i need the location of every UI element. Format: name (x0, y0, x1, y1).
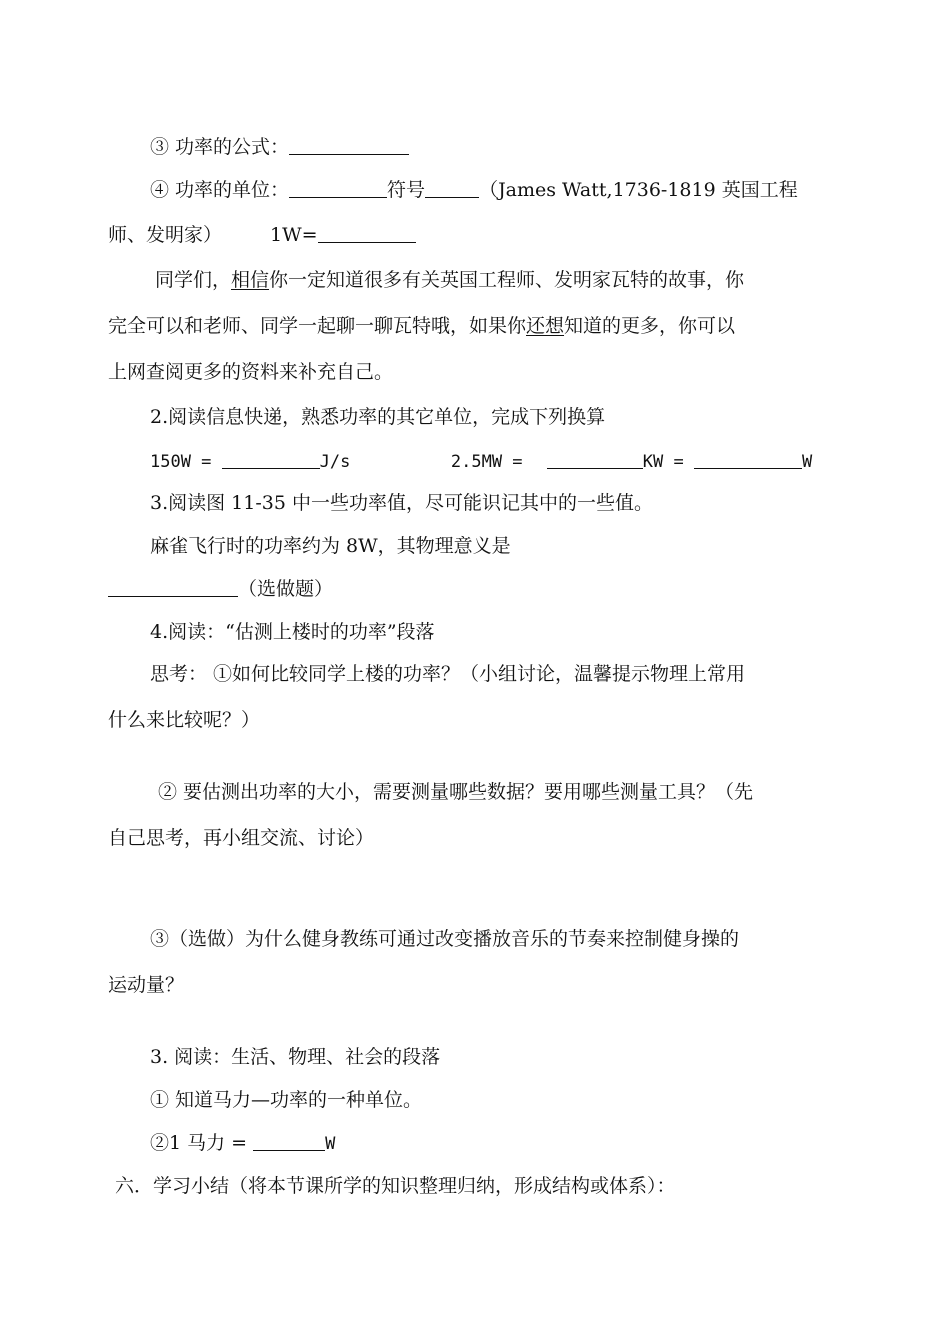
think2-line (158, 779, 753, 805)
sparrow-line (150, 533, 511, 559)
item4-title (150, 619, 435, 645)
conv2-left: 2.5MW = (450, 452, 533, 472)
optional-text: （选做题） (238, 578, 334, 600)
para1-underlined-believe: 相信 (231, 269, 270, 291)
para1-text-a: 同学们， (155, 269, 232, 291)
conv2-blank-w[interactable] (694, 448, 802, 469)
horsepower-text: ① 知道马力—功率的一种单位。 (150, 1089, 423, 1111)
conv2-mid: KW = (642, 452, 694, 472)
item3-title (150, 490, 653, 516)
symbol-label: 符号 (387, 179, 426, 201)
conv1-blank[interactable] (222, 448, 320, 469)
formula-line (150, 134, 409, 160)
para1-text-e: 上网查阅更多的资料来补充自己。 (108, 361, 394, 383)
item5-title-text: 3. 阅读：生活、物理、社会的段落 (150, 1046, 441, 1068)
para1-underlined-want: 还想 (526, 315, 565, 337)
para1-line1 (155, 267, 744, 293)
one-watt-blank[interactable] (318, 222, 416, 243)
conv1-left: 150W = (150, 452, 222, 472)
para1-text-c: 完全可以和老师、同学一起聊一聊瓦特哦，如果你 (108, 315, 527, 337)
think3b-text: 运动量？ (108, 974, 185, 996)
para1-line2 (108, 313, 735, 339)
item4-title-text: 4.阅读：“估测上楼时的功率”段落 (150, 621, 435, 643)
para1-text-b: 你一定知道很多有关英国工程师、发明家瓦特的故事，你 (269, 269, 745, 291)
one-watt-label: 1W= (270, 224, 318, 246)
unit-label: ④ 功率的单位： (150, 179, 290, 201)
horsepower-conv-left: ②1 马力 = (150, 1132, 254, 1154)
unit-line (150, 177, 798, 203)
sparrow-text: 麻雀飞行时的功率约为 8W，其物理意义是 (150, 535, 511, 557)
conv2-blank-kw[interactable] (547, 448, 643, 469)
item2-title (150, 404, 605, 430)
item5-title (150, 1044, 440, 1070)
think1-line (150, 661, 745, 687)
watt-note: （James Watt,1736-1819 英国工程 (479, 179, 798, 201)
think2b-text: 自己思考，再小组交流、讨论） (108, 827, 375, 849)
think3-text: ③（选做）为什么健身教练可通过改变播放音乐的节奏来控制健身操的 (150, 928, 740, 950)
section6-title: 六．学习小结（将本节课所学的知识整理归纳，形成结构或体系）： (115, 1175, 676, 1197)
conv1-unit: J/s (319, 452, 351, 472)
formula-label: ③ 功率的公式： (150, 136, 290, 158)
think2-text: ② 要估测出功率的大小，需要测量哪些数据？要用哪些测量工具？（先 (158, 781, 754, 803)
conversion-line (150, 448, 812, 475)
think2b-line (108, 825, 374, 851)
horsepower-line (150, 1087, 422, 1113)
formula-blank[interactable] (289, 134, 409, 155)
horsepower-unit: W (325, 1134, 336, 1154)
unit-line-2 (108, 222, 416, 248)
think1-text: 思考： ①如何比较同学上楼的功率？（小组讨论，温馨提示物理上常用 (150, 663, 746, 685)
symbol-blank[interactable] (425, 177, 479, 198)
para1-text-d: 知道的更多，你可以 (564, 315, 736, 337)
para1-line3 (108, 359, 393, 385)
sparrow-blank[interactable] (108, 576, 238, 597)
horsepower-blank[interactable] (253, 1130, 325, 1151)
unit-blank[interactable] (289, 177, 387, 198)
think1b-text: 什么来比较呢？） (108, 709, 261, 731)
watt-note-cont: 师、发明家） (108, 224, 223, 246)
optional-line (108, 576, 333, 602)
section6-line (115, 1173, 676, 1199)
think3-line (150, 926, 739, 952)
item2-title-text: 2.阅读信息快递，熟悉功率的其它单位，完成下列换算 (150, 406, 606, 428)
think1b-line (108, 707, 260, 733)
item3-title-text: 3.阅读图 11-35 中一些功率值，尽可能识记其中的一些值。 (150, 492, 653, 514)
think3b-line (108, 972, 184, 998)
conv2-unit: W (801, 452, 813, 472)
horsepower-conv-line (150, 1130, 335, 1157)
